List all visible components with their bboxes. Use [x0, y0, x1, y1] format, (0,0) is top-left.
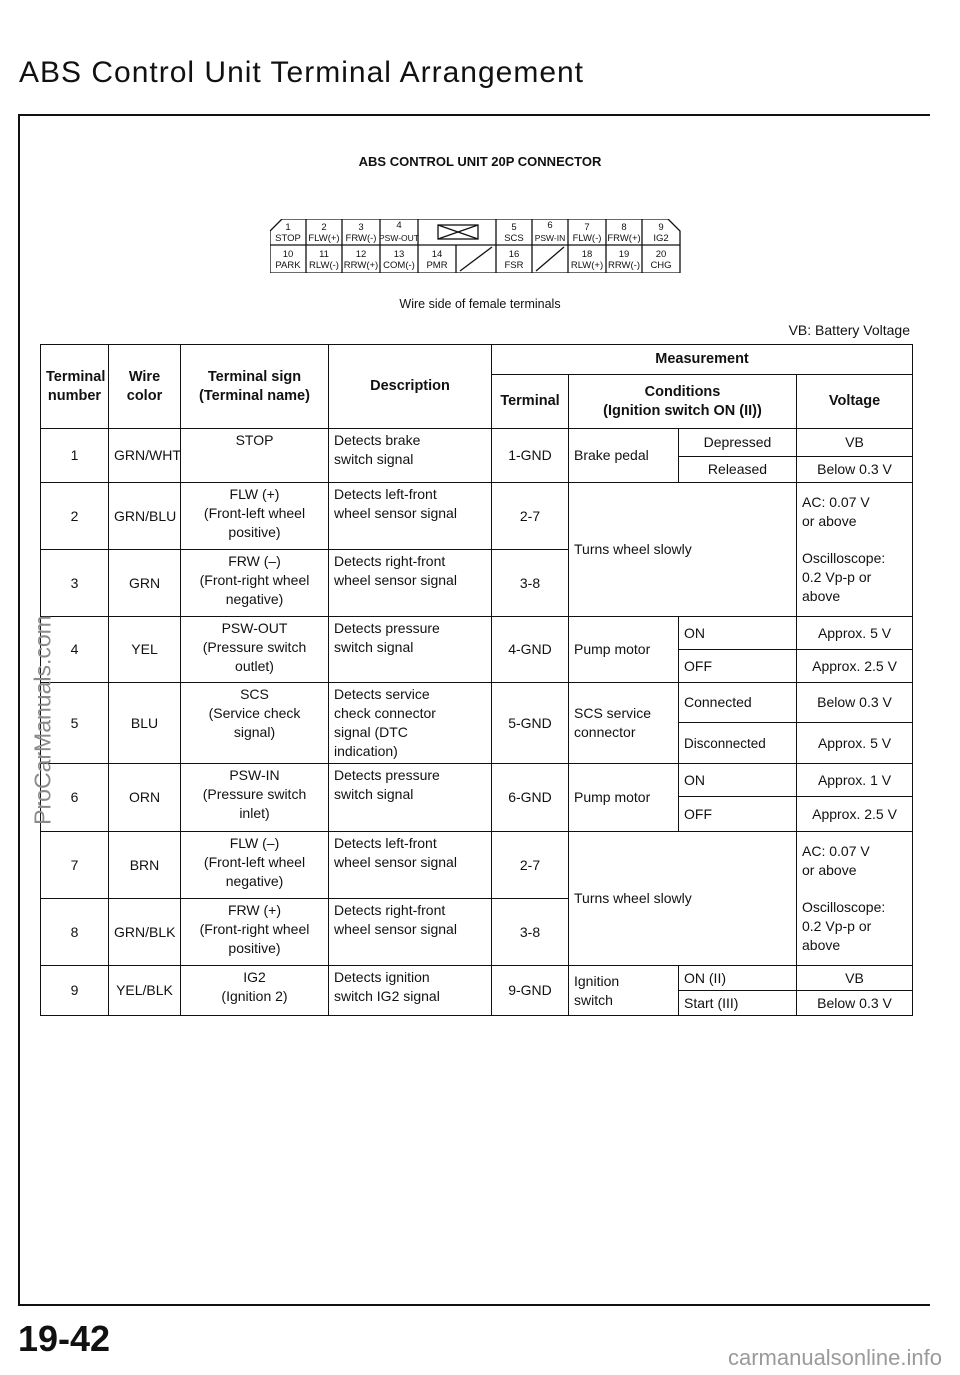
terminal-number: 5 [41, 683, 109, 764]
pin-name: FSR [504, 260, 524, 271]
terminal-sign: FLW (+) (Front-left wheel positive) [181, 483, 329, 550]
description: Detects ignition switch IG2 signal [329, 966, 492, 1016]
measure-terminal: 2-7 [492, 483, 569, 550]
wire-color: GRN/BLU [109, 483, 181, 550]
condition-state: Disconnected [679, 723, 797, 764]
measure-terminal: 9-GND [492, 966, 569, 1016]
pin-name: STOP [275, 233, 301, 244]
condition: Pump motor [569, 617, 679, 683]
voltage: Below 0.3 V [797, 457, 913, 483]
pin-name: CHG [650, 260, 672, 271]
table-row [41, 966, 913, 991]
measure-terminal: 4-GND [492, 617, 569, 683]
terminal-sign: SCS (Service check signal) [181, 683, 329, 764]
voltage: Approx. 1 V [797, 764, 913, 797]
connector-caption: Wire side of female terminals [399, 297, 561, 311]
connector-title: ABS CONTROL UNIT 20P CONNECTOR [358, 154, 602, 169]
measure-terminal: 5-GND [492, 683, 569, 764]
description: Detects left-front wheel sensor signal [329, 483, 492, 550]
page-number: 19-42 [18, 1318, 111, 1359]
voltage: Approx. 5 V [797, 617, 913, 650]
pin-num: 8 [621, 222, 627, 233]
pin-num: 4 [396, 220, 402, 231]
measure-terminal: 1-GND [492, 429, 569, 483]
condition-state: ON [679, 617, 797, 650]
pin-num: 6 [547, 220, 553, 231]
frame-left-rule [18, 114, 20, 1306]
measure-terminal: 2-7 [492, 832, 569, 899]
table-row [41, 429, 913, 457]
description: Detects right-front wheel sensor signal [329, 550, 492, 617]
pin-num: 14 [431, 249, 443, 260]
terminal-sign: FLW (–) (Front-left wheel negative) [181, 832, 329, 899]
condition: SCS service connector [569, 683, 679, 764]
terminal-number: 4 [41, 617, 109, 683]
pin-name: PARK [275, 260, 301, 271]
wire-color: GRN/WHT [109, 429, 181, 483]
pin-num: 20 [655, 249, 667, 260]
wire-color: GRN/BLK [109, 899, 181, 966]
description: Detects right-front wheel sensor signal [329, 899, 492, 966]
terminal-table [40, 344, 913, 1016]
condition-state: ON (II) [679, 966, 797, 991]
voltage: VB [797, 966, 913, 991]
wire-color: GRN [109, 550, 181, 617]
condition-state: Released [679, 457, 797, 483]
pin-num: 9 [658, 222, 664, 233]
wire-color: ORN [109, 764, 181, 832]
condition-state: OFF [679, 797, 797, 832]
description: Detects service check connector signal (DTC indication) [329, 683, 492, 764]
table-row [41, 832, 913, 899]
voltage: Approx. 2.5 V [797, 797, 913, 832]
condition: Ignition switch [569, 966, 679, 1016]
page-title: ABS Control Unit Terminal Arrangement [19, 56, 585, 89]
terminal-sign: IG2 (Ignition 2) [181, 966, 329, 1016]
pin-num: 7 [584, 222, 590, 233]
pin-num: 12 [355, 249, 367, 260]
wire-color: BRN [109, 832, 181, 899]
measure-terminal: 3-8 [492, 899, 569, 966]
pin-num: 5 [511, 222, 517, 233]
terminal-sign: FRW (–) (Front-right wheel negative) [181, 550, 329, 617]
terminal-number: 2 [41, 483, 109, 550]
terminal-sign: FRW (+) (Front-right wheel positive) [181, 899, 329, 966]
wire-color: BLU [109, 683, 181, 764]
condition-state: OFF [679, 650, 797, 683]
description: Detects pressure switch signal [329, 764, 492, 832]
terminal-sign: PSW-IN (Pressure switch inlet) [181, 764, 329, 832]
terminal-sign: PSW-OUT (Pressure switch outlet) [181, 617, 329, 683]
pin-name: RLW(-) [309, 260, 339, 271]
header-conditions: Conditions (Ignition switch ON (II)) [569, 375, 797, 429]
pin-name: RLW(+) [570, 260, 604, 271]
voltage: Approx. 5 V [797, 723, 913, 764]
measure-terminal: 3-8 [492, 550, 569, 617]
header-voltage: Voltage [797, 375, 913, 429]
voltage: Below 0.3 V [797, 991, 913, 1016]
watermark-text: ProCarManuals.com [29, 615, 56, 825]
voltage: VB [797, 429, 913, 457]
description: Detects pressure switch signal [329, 617, 492, 683]
condition: Turns wheel slowly [569, 832, 797, 966]
header-wire-color: Wire color [109, 345, 181, 429]
pin-name: RRW(-) [607, 260, 641, 271]
terminal-number: 7 [41, 832, 109, 899]
condition: Turns wheel slowly [569, 483, 797, 617]
voltage: Below 0.3 V [797, 683, 913, 723]
pin-num: 16 [508, 249, 520, 260]
condition-state: ON [679, 764, 797, 797]
terminal-number: 3 [41, 550, 109, 617]
condition: Pump motor [569, 764, 679, 832]
pin-num: 10 [282, 249, 294, 260]
terminal-sign: STOP [181, 429, 329, 483]
description: Detects left-front wheel sensor signal [329, 832, 492, 899]
terminal-number: 1 [41, 429, 109, 483]
terminal-number: 8 [41, 899, 109, 966]
pin-name: PSW-OUT [379, 233, 419, 243]
condition: Brake pedal [569, 429, 679, 483]
wire-color: YEL/BLK [109, 966, 181, 1016]
footer-site-text: carmanualsonline.info [727, 1345, 942, 1370]
frame-top-rule [18, 114, 930, 116]
table-row [41, 764, 913, 797]
condition-state: Connected [679, 683, 797, 723]
pin-name: COM(-) [383, 260, 415, 271]
header-measurement: Measurement [492, 345, 913, 375]
pin-num: 19 [618, 249, 630, 260]
voltage: Approx. 2.5 V [797, 650, 913, 683]
pin-name: FRW(+) [607, 233, 641, 244]
table-row [41, 483, 913, 550]
pin-num: 13 [393, 249, 405, 260]
wire-color: YEL [109, 617, 181, 683]
terminal-number: 6 [41, 764, 109, 832]
header-description: Description [329, 345, 492, 429]
frame-bottom-rule [18, 1304, 930, 1306]
pin-name: IG2 [653, 233, 669, 244]
pin-name: PMR [426, 260, 448, 271]
battery-voltage-note: VB: Battery Voltage [788, 322, 910, 338]
voltage: AC: 0.07 V or above Oscilloscope: 0.2 Vp-p or above [797, 483, 913, 617]
table-row [41, 683, 913, 723]
terminal-number: 9 [41, 966, 109, 1016]
voltage: AC: 0.07 V or above Oscilloscope: 0.2 Vp-p or above [797, 832, 913, 966]
condition-state: Start (III) [679, 991, 797, 1016]
measure-terminal: 6-GND [492, 764, 569, 832]
header-terminal-sign: Terminal sign (Terminal name) [181, 345, 329, 429]
pin-name: SCS [504, 233, 524, 244]
pin-num: 18 [581, 249, 593, 260]
pin-name: FLW(+) [308, 233, 340, 244]
header-terminal-number: Terminal number [41, 345, 109, 429]
pin-num: 1 [285, 222, 291, 233]
pin-name: PSW-IN [534, 233, 566, 243]
description: Detects brake switch signal [329, 429, 492, 483]
pin-name: RRW(+) [343, 260, 379, 271]
header-terminal: Terminal [492, 375, 569, 429]
condition-state: Depressed [679, 429, 797, 457]
connector-diagram [270, 219, 690, 273]
pin-num: 11 [319, 249, 329, 260]
pin-num: 2 [321, 222, 327, 233]
pin-num: 3 [358, 222, 364, 233]
pin-name: FLW(-) [572, 233, 602, 244]
table-row [41, 617, 913, 650]
pin-name: FRW(-) [345, 233, 377, 244]
